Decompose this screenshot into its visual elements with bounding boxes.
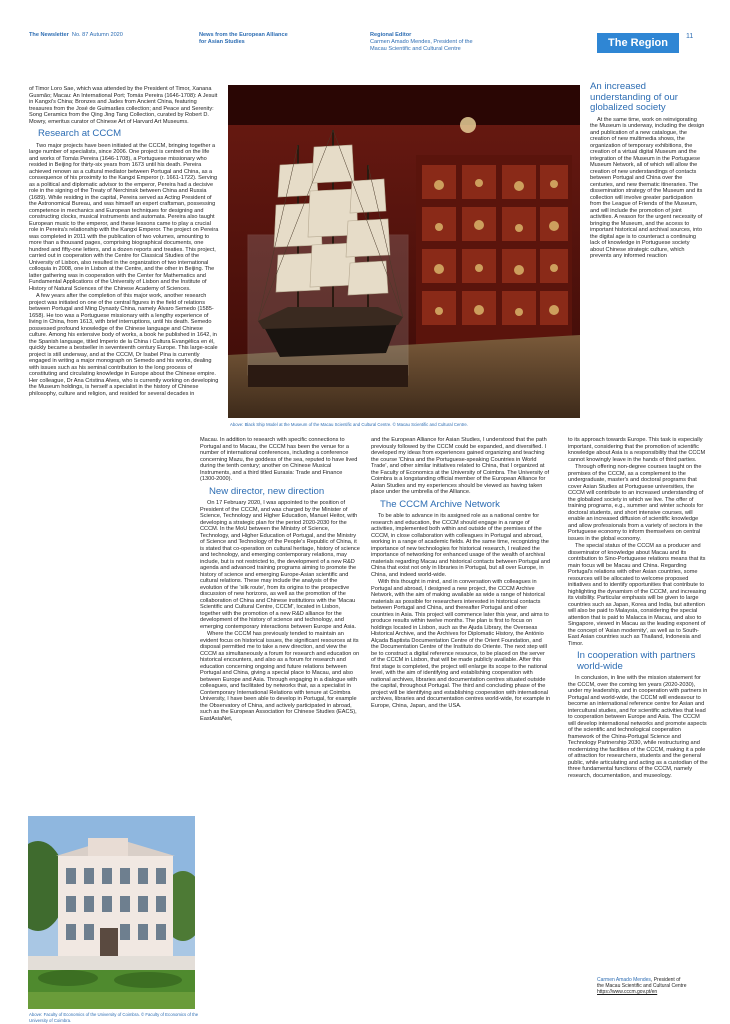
cccm-website-link[interactable]: https://www.cccm.gov.pt/en — [597, 989, 658, 996]
news-line-1: News from the European Alliance — [199, 32, 288, 38]
col3-paragraph-2: To be able to advance in its assigned role as a national centre for research and education, the CCCM should engage in a range of activities, implemented both within and outside of the premises of the CCCM, in close collaboration with colleagues in Portugal and abroad, working in a range of academic fields. At the same time, recognizing the importance of new technologies for historical research, I realized the importance of networking for enhanced usage of the wealth of archival materials regarding Macau and historical contacts between Portugal and China that exist not only in libraries in Portugal, but all over Europe, in China, and indeed world-wide. — [371, 513, 551, 578]
heading-cooperation: In cooperation with partners world-wide — [577, 650, 696, 672]
column-2 — [200, 437, 360, 1013]
column-4 — [568, 437, 708, 973]
col3-paragraph-1: and the European Alliance for Asian Studies, I understood that the path previously followed by the CCCM could be expanded, and diversified. I developed my ideas from experiences gained organizing and teaching the course 'China and the Portuguese-speaking Countries in World Trade', and other similar initiatives related to China, that I organized at the Faculty of Economics at the University of Coimbra. The University of Coimbra is a longstanding official member of the European Alliance for Asian Studies and my experiences should be viewed as having taken place under the umbrella of the Alliance. — [371, 437, 550, 495]
editor-line-1: Carmen Amado Mendes, President of the — [370, 39, 473, 45]
building-photo-caption: Above: Faculty of Economics of the University of Coimbra. © Faculty of Economics of the University of Coimbra. — [29, 1012, 199, 1023]
coimbra-faculty-photo — [28, 816, 195, 1009]
editor-header — [370, 32, 473, 53]
editor-label: Regional Editor — [370, 32, 412, 38]
news-header — [199, 32, 288, 46]
research-paragraph-1: Two major projects have been initiated at the CCCM, bringing together a large number of specialists, since 2006. One project is centred on the life and works of Tomás Pereira (1646-1708), a Portuguese missionary who resided in Beijing for thirty-six years from 1673 until his death. Pereira achieved renown as a cultural mediator between Portugal and China, as a consequence of his proximity to the Kangxi Emperor (r. 1661-1722). Serving as a political and diplomatic advisor to the emperor, Pereira had a decisive role in the signing of the Treaty of Nerchinsk between China and Russia (1689). While residing in the capital, Pereira served as Acting President of the Astronomical Bureau, and was himself an expert craftsman, possessing competence in mechanics and European techniques for designing and constructing clocks, musical instruments and automata. Pereira also taught European music to the emperor, and these lessons came to play a crucial role in Pereira's relationship with the Kangxi Emperor. The project on Pereira was completed in 2011 with the publication of two volumes, amounting to more than a thousand pages, comprising biographical documents, one hundred and fifty-one letters, and a dozen reports and treaties. This project, carried out in cooperation with the Centre for Classical Studies of the University of Lisbon, also resulted in the organization of two international colloquia in 2008, one in Lisbon at the Centre, and the other in Beijing. The latter gathering was in cooperation with the Center for Mathematics and Fundamental Applications of the University of Lisbon and the Institute of History of Natural Sciences of the Chinese Academy of Sciences. — [29, 142, 219, 292]
editor-line-2: Macau Scientific and Cultural Centre — [370, 46, 461, 52]
intro-paragraph: of Timor Loro Sae, which was attended by the President of Timor, Xanana Gusmão; Macau: An International Port; Tomás Pereira (1646-1708): A Jesuit in Kangxi's China; Bronzes and Jades from Ancient China, featuring treasures from the José de Guimarães collection; and Peace and Serenity: Song Ceramics from the Qing Jing Tang Collection, curated by Robert D. Mowry, emeritus curator of Chinese Art of Harvard Art Museums. — [29, 86, 218, 125]
col3-paragraph-3: With this thought in mind, and in conversation with colleagues in Portugal and abroad, I designed a new project, the CCCM Archive Network, with the aim of making available as wide a range of historical materials as possible for researchers interested in historical contacts between Portugal and China, and thereafter Portugal and other countries in Asia. This project will commence later this year, and aims to produce results within twelve months. The plan is first to focus on holdings located in Lisbon, such as the Ajuda Library, the Overseas Historical Archive, and the Archives for Diplomatic History, the António Alçada Baptista Documentation Centre of the Orient Foundation, and the Documentation Centre of the Instituto do Oriente. The next step will be to construct a digital reference resource, to be placed on the server of the CCCM in Lisbon, that will be made publicly available. After this first stage is completed, the project will enlarge its scope to the national level, with the aim of identifying and establishing cooperation with national archives, libraries and documentation centres situated outside the capital, throughout Portugal. The third and concluding phase of the project will be identifying and establishing cooperation with international archives, libraries and documentation centres world-wide, for example in Europe, China, Japan, and the USA. — [371, 579, 551, 709]
section-badge: The Region — [597, 33, 679, 53]
newsletter-title: The Newsletter — [29, 32, 69, 38]
heading-archive-network: The CCCM Archive Network — [380, 498, 500, 510]
author-role-1: , President of — [650, 977, 681, 983]
newsletter-header — [29, 32, 123, 39]
column-1 — [29, 86, 219, 806]
heading-new-director: New director, new direction — [209, 485, 325, 497]
news-line-2: for Asian Studies — [199, 39, 245, 45]
author-name: Carmen Amado Mendes — [597, 977, 651, 983]
ship-model-photo — [228, 85, 580, 418]
page-number: 11 — [686, 33, 694, 40]
col2-paragraph-1: Macau. In addition to research with specific connections to Portugal and to Macau, the CCCM has been the venue for a number of international conferences, including a conference concerning Mazu, the goddess of the sea, reputed to have lived during the tenth century; another on Chinese Musical Instruments, and a third titled Eurasia: Trade and Finance (1300-2000). — [200, 437, 358, 482]
ship-photo-caption: Above: Black Ship Model at the Museum of the Macau Scientific and Cultural Centre. © Macau Scientific and Cultural Centre. — [230, 422, 468, 427]
heading-research: Research at CCCM — [38, 128, 122, 139]
col4-paragraph-4: In conclusion, in line with the mission statement for the CCCM, over the coming ten years (2020-2030), under my leadership, and in cooperation with partners in Portugal and world-wide, the CCCM will endeavour to become an international reference centre for Asian and intercultural studies, and for scientific activities that lead to cooperation between Europe and Asia. The CCCM will develop international networks and promote aspects of the scientific and technological cooperation framework of the China-Portugal Science and Technology Partnership 2030, while restructuring and modernizing the facilities of the CCCM, making it a pole of attraction for researchers, students and the general public, while articulating and acting as a custodian of the three fundamental functions of the CCCM, namely research, documentation, and museology. — [568, 675, 708, 779]
author-signature — [597, 977, 687, 996]
col4-paragraph-2: Through offering non-degree courses taught on the premises of the CCCM, as a complement to the undergraduate, master's and doctoral programs that cover Asian Studies at Portuguese universities, the CCCM will contribute to an increased understanding of the globalized society in which we live. The offer of training programs, e.g., summer and winter schools for doctoral students, and short intensive courses, will enable an increased diffusion of scientific knowledge and allow professionals from a variety of sectors in the Portuguese economy to inform themselves on central issues in the global economy. — [568, 464, 704, 542]
col4-top-paragraph: At the same time, work on reinvigorating the Museum is underway, including the design and publication of a new catalogue, the creation of new multimedia shows, the organization of temporary exhibitions, the creation of a virtual digital Museum and the integration of the Museum in the Portuguese Museum Network, all of which will allow the creation of new understandings of contacts between Portugal and China over the centuries, and new thematic itineraries. The dissemination strategy of the Museum and its collection will involve greater participation from the League of Friends of the Museum, and will include the promotion of joint activities. A reason for the urgent necessity of bringing the Museum, and the access to important historical and archival sources, into the digital age is to counteract a continuing lack of knowledge in Portuguese society about Chinese strategic culture, which prevents any informed reaction — [590, 116, 705, 259]
column-3 — [371, 437, 551, 1013]
research-paragraph-2: A few years after the completion of this major work, another research project was initiated on one of the central figures in the field of relations between Portugal and Ming Dynasty China, namely Álvaro Semedo (1585-1658). He too was a Portuguese missionary with a lengthy experience of living in China, from 1613, with brief interruptions, until his death. Semedo possessed profound knowledge of the Chinese language and Chinese culture. Among his extensive body of works, a book he published in 1642, in the Spanish language, titled Imperio de la China i Cultura Evangélica en él, quickly became a bestseller in seventeenth century Europe. This large-scale project is still underway, and at the CCCM, Dr Isabel Pina is currently engaged in writing a major monograph on Semedo and his works, dealing with issues such as his seminal contribution to the long process of constituting and circulating knowledge in Europe about the Chinese empire. Her colleague, Dr Ana Cristina Alves, who is currently working on developing the Museum holdings, is herself a specialist in the history of Chinese philosophy, culture and religion, and resided for several decades in — [29, 293, 219, 397]
author-role-2: the Macau Scientific and Cultural Centre — [597, 983, 687, 990]
col2-paragraph-3: Where the CCCM has previously tended to maintain an evident focus on historical issues, the significant resources at its disposal permitted me to take a new direction, and view the CCCM as simultaneously a forum for research and education on historical encounters, and also as a forum for research and education concerning ongoing and future relations between Portugal and China, giving a special place to Macau, and also between Europe and Asia. Through engaging in a dialogue with colleagues, and facilitated by networks that, as a specialist in Contemporary International Relations with tenure at Coimbra University, I have been able to develop in Portugal, for example the Observatory of China, and actively participated in abroad, such as the European Association for Chinese Studies (EACS), EastAsiaNet, — [200, 631, 360, 722]
col2-paragraph-2: On 17 February 2020, I was appointed to the position of President of the CCCM, and was charged by the Minister of Science, Technology and Higher Education, Manuel Heitor, with developing a strategic plan for the period 2020-2030 for the CCCM. In the MoU between the Ministry of Science, Technology, and Higher Education of Portugal, and the Ministry of Science and Technology of the People's Republic of China, it is stated that co-operation on cultural heritage, history of science and technology, and emerging contemporary relations, may include, but is not restricted to, the development of a new R&D agenda and advanced training programs aiming to promote the history of science and emerging Europe-Asian scientific and cultural relations. These may include the analysis of the evolution of the 'silk route', from its origins to the prospective discussion of new horizons, as well as the promotion of the collaboration of China and Chinese institutions with the 'Macau Scientific and Cultural Centre, CCCM', located in Lisbon, together with the promotion of a new R&D alliance for the development of the history of science and technology, and emerging contemporary interactions between Europe and Asia. — [200, 500, 360, 630]
col4-paragraph-1: to its approach towards Europe. This task is especially important, considering that the promotion of scientific knowledge about Asia is a responsibility that the CCCM cannot knowingly leave in the hands of third parties. — [568, 437, 706, 463]
issue-label: No. 87 Autumn 2020 — [71, 32, 123, 38]
column-4-top — [590, 80, 705, 438]
heading-globalized-society: An increased understanding of our globalized society — [590, 81, 679, 113]
col4-paragraph-3: The special status of the CCCM as a producer and disseminator of knowledge about Macau and its contribution to Sino-Portuguese relations means that its main focus will be Macau and China. Regarding Portugal's relations with other Asian countries, some resources will be allocated to welcome proposed initiatives and to identify opportunities that contribute to highlighting the dynamism of the CCCM, and increasing its visibility. Particular emphasis will be given to large countries such as Japan, Korea and India, but attention will also be paid to Malaysia, considering the special attention that is paid to Malacca in Macau, and also to Singapore, viewed in Macau as the leading exponent of the concept of 'Asian modernity', as well as to South-East Asian countries such as Thailand, Indonesia and Timor. — [568, 543, 707, 647]
